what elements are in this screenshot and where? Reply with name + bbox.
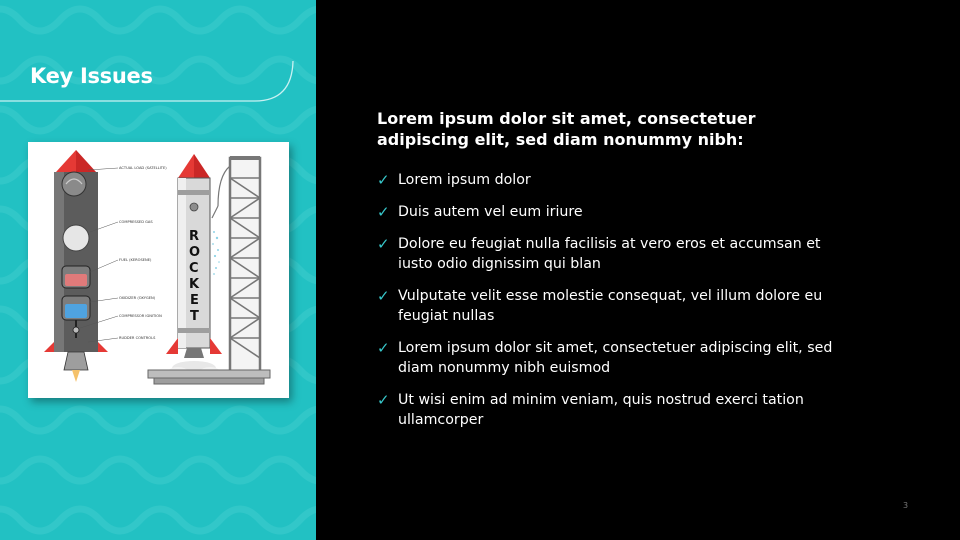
launch-tower xyxy=(212,158,260,372)
bullet-item xyxy=(377,234,847,274)
check-icon: ✓ xyxy=(377,391,390,409)
bullet-text: Lorem ipsum dolor sit amet, consectetuer adipiscing elit, sed diam nonummy nibh euismod xyxy=(398,340,833,376)
content-heading: Lorem ipsum dolor sit amet, consectetuer adipiscing elit, sed diam nonummy nibh: xyxy=(377,109,756,149)
diagram-label: FUEL (KEROSENE) xyxy=(119,258,152,262)
check-icon: ✓ xyxy=(377,287,390,305)
page-number: 3 xyxy=(903,501,909,510)
slide-title: Key Issues xyxy=(30,64,153,88)
diagram-label: RUDDER CONTROLS xyxy=(119,336,156,340)
check-icon: ✓ xyxy=(377,235,390,253)
rocket-letter: R xyxy=(189,229,200,244)
launch-pad xyxy=(148,370,270,384)
check-icon: ✓ xyxy=(377,339,390,357)
bullet-item xyxy=(377,170,847,190)
check-icon: ✓ xyxy=(377,203,390,221)
bullet-list xyxy=(377,170,847,442)
bullet-text: Vulputate velit esse molestie consequat, vel illum dolore eu feugiat nullas xyxy=(398,288,823,324)
rocket-letter: O xyxy=(189,245,201,260)
bullet-text: Lorem ipsum dolor xyxy=(398,172,531,188)
bullet-text: Ut wisi enim ad minim veniam, quis nostrud exerci tation ullamcorper xyxy=(398,392,804,428)
bullet-item xyxy=(377,390,847,430)
bullet-item xyxy=(377,286,847,326)
rocket-letter: C xyxy=(189,261,199,276)
bullet-item xyxy=(377,338,847,378)
cutaway-rocket xyxy=(44,150,167,382)
standing-rocket xyxy=(166,154,222,377)
rocket-letter: T xyxy=(190,309,199,324)
diagram-label: ACTUAL LOAD (SATELLITE) xyxy=(119,166,167,170)
bullet-text: Dolore eu feugiat nulla facilisis at vero eros et accumsan et iusto odio dignissim qui blan xyxy=(398,236,821,272)
diagram-label: COMPRESSOR IGNITION xyxy=(119,314,162,318)
diagram-label: OXIDIZER (OXYGEN) xyxy=(119,296,156,300)
left-panel xyxy=(0,0,316,540)
rocket-diagram-card xyxy=(28,142,289,398)
bullet-item xyxy=(377,202,847,222)
diagram-label: COMPRESSED GAS xyxy=(119,220,153,224)
rocket-diagram xyxy=(28,142,289,398)
rocket-letter: E xyxy=(190,293,199,308)
bullet-text: Duis autem vel eum iriure xyxy=(398,204,583,220)
rocket-letter: K xyxy=(189,277,200,292)
check-icon: ✓ xyxy=(377,171,390,189)
